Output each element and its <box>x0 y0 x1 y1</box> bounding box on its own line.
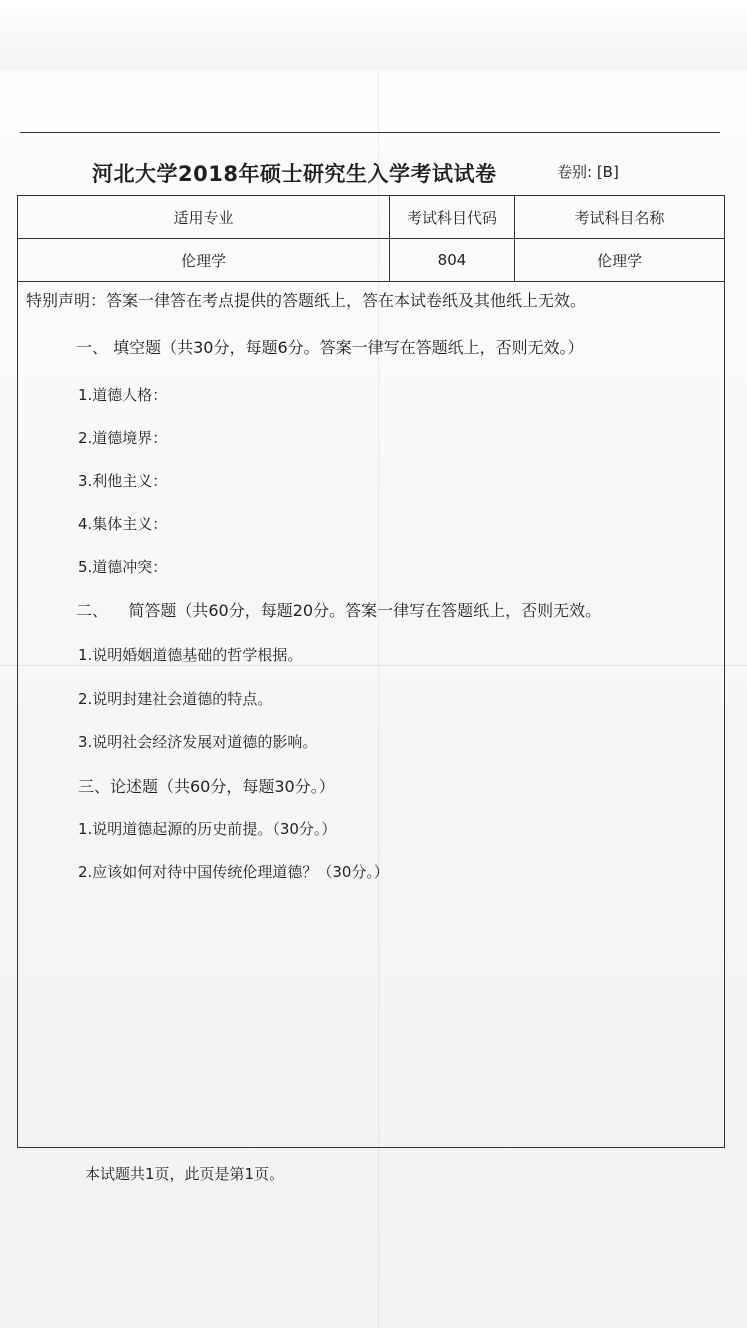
question-item: 2.说明封建社会道德的特点。 <box>78 690 273 708</box>
paper-stack-edge <box>0 0 747 81</box>
exam-sheet <box>0 70 747 1328</box>
question-item: 1.道德人格： <box>78 386 168 404</box>
section-3-heading: 三、论述题（共60分，每题30分。） <box>78 777 335 796</box>
code-header: 考试科目代码 <box>390 196 515 239</box>
question-item: 4.集体主义： <box>78 515 168 533</box>
top-rule <box>20 132 720 133</box>
info-value-row <box>18 239 725 282</box>
question-item: 2.应该如何对待中国传统伦理道德？（30分。） <box>78 863 389 881</box>
question-item: 1.说明婚姻道德基础的哲学根据。 <box>78 646 303 664</box>
exam-title: 河北大学2018年硕士研究生入学考试试卷 <box>92 162 497 186</box>
special-notice: 特别声明：答案一律答在考点提供的答题纸上，答在本试卷纸及其他纸上无效。 <box>26 291 587 310</box>
code-value: 804 <box>390 239 515 282</box>
question-item: 3.说明社会经济发展对道德的影响。 <box>78 733 318 751</box>
question-item: 1.说明道德起源的历史前提。（30分。） <box>78 820 337 838</box>
exam-info-table <box>17 195 725 282</box>
question-item: 3.利他主义： <box>78 472 168 490</box>
section-1-heading: 一、 填空题（共30分，每题6分。答案一律写在答题纸上，否则无效。） <box>76 338 584 357</box>
question-item: 2.道德境界： <box>78 429 168 447</box>
page-footer: 本试题共1页，此页是第1页。 <box>85 1165 285 1183</box>
question-item: 5.道德冲突： <box>78 558 168 576</box>
subject-header: 考试科目名称 <box>515 196 725 239</box>
volume-label: 卷别: [B] <box>557 163 619 181</box>
info-header-row <box>18 196 725 239</box>
question-frame <box>17 280 725 1148</box>
subject-value: 伦理学 <box>515 239 725 282</box>
section-2-heading: 二、 简答题（共60分，每题20分。答案一律写在答题纸上，否则无效。 <box>76 601 602 620</box>
major-header: 适用专业 <box>18 196 390 239</box>
major-value: 伦理学 <box>18 239 390 282</box>
